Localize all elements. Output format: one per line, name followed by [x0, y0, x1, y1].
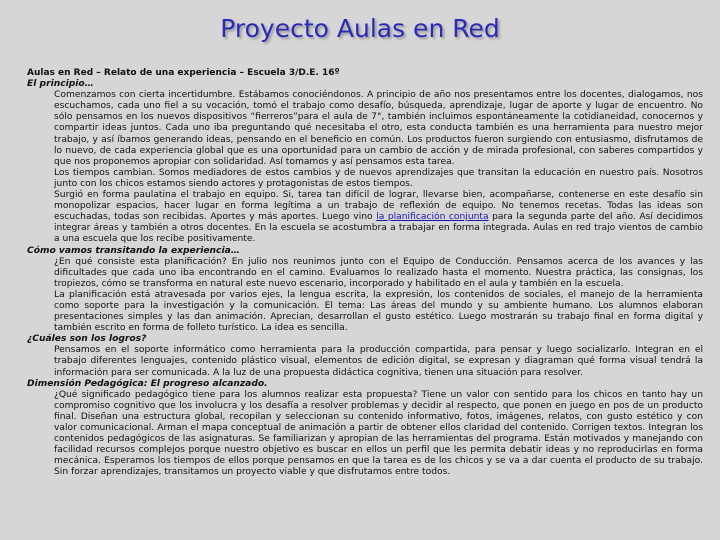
section-logros — [27, 345, 703, 378]
section-experiencia — [27, 257, 703, 335]
paragraph-text: Surgió en forma paulatina el trabajo en equipo. Si, tarea tan difícil de lograr, llevarse bien, acompañarse, contenerse en este desafío sin monopolizar espacios, hacer lugar en forma legítima a un trabajo de reflexión de equipo. No tenemos recetas. Todas las ideas son escuchadas, todas son recibidas. Aportes y más aportes. Luego vino — [54, 190, 703, 223]
paragraph: Comenzamos con cierta incertidumbre. Estábamos conociéndonos. A principio de año nos presentamos entre los docentes, dialogamos, nos escuchamos, cada uno fiel a su vocación, tomó el trabajo como desafío, búsqueda, aprendizaje, lugar de aporte y lugar de encuentro. No sólo pensamos en los nuevos dispositivos “fierreros”para el aula de 7°, también incluimos espontáneamente la cotidianeidad, conocernos y compartir ideas juntos. Cada uno iba preguntando qué necesitaba el otro, esta conducta también es una herramienta para nuestro mejor trabajo, y así íbamos generando ideas, pensando en el beneficio en común. Los productos fueron surgiendo con entusiasmo, disfrutamos de lo nuevo, de cada experiencia global que es una oportunidad para un cambio de acción y de mirada profesional, con saberes compartidos y que nos proponemos apropiar con solidaridad. Así tomamos y así pensamos esta tarea. — [54, 90, 703, 167]
paragraph-text: para la segunda parte del año. Así decidimos integrar áreas y también a otros docentes. En la escuela se acostumbra a trabajar en forma integrada. Aulas en red trajo vientos de cambio a una escuela que los recibe positivamente. — [54, 212, 703, 245]
paragraph: ¿En qué consiste esta planificación? En julio nos reunimos junto con el Equipo de Conducción. Pensamos acerca de los avances y las dificultades que cada uno iba encontrando en el camino. Evaluamos lo realizado hasta el momento. Nuestra práctica, las consignas, los tropiezos, cómo se transforma en natural este nuevo escenario, incorporado y habilitado en el aula y también en la escuela. — [54, 256, 703, 289]
section-heading-experiencia: Cómo vamos transitando la experiencia… — [27, 245, 240, 256]
document-body — [27, 68, 703, 478]
document-subtitle: Aulas en Red – Relato de una experiencia – Escuela 3/D.E. 16º — [27, 68, 340, 78]
section-heading-logros: ¿Cuáles son los logros? — [27, 334, 147, 345]
section-heading-principio: El principio… — [27, 79, 94, 90]
paragraph — [54, 190, 703, 245]
section-principio — [27, 90, 703, 245]
paragraph: La planificación está atravesada por varios ejes, la lengua escrita, la expresión, los contenidos de sociales, el manejo de la herramienta como soporte para la investigación y la comunicación. El tema: Las áreas del mundo y su ambiente humano. Los alumnos elaboran presentaciones simples y las dan animación. Aprecian, desarrollan el gusto estético. Luego mostrarán su trabajo final en forma digital y también escrito en forma de folleto turístico. La idea es sencilla. — [54, 289, 703, 334]
section-heading-dimension: Dimensión Pedagógica: El progreso alcanzado. — [27, 378, 268, 389]
paragraph: Los tiempos cambian. Somos mediadores de estos cambios y de nuevos aprendizajes que transitan la educación en nuestro país. Nosotros junto con los chicos estamos siendo actores y protagonistas de estos tiempos. — [54, 167, 703, 189]
page-title: Proyecto Aulas en Red — [220, 14, 500, 43]
planificacion-link[interactable]: la planificación conjunta — [376, 212, 489, 223]
paragraph: Pensamos en el soporte informático como herramienta para la producción compartida, para pensar y luego socializarlo. Integran en el trabajo diferentes lenguajes, contenido plástico visual, elementos de edición digital, se expresan y diagraman qué forma visual tendrá la información para ser comunicada. A la luz de una propuesta didáctica cognitiva, tienen una situación para resolver. — [54, 345, 703, 378]
section-dimension — [27, 390, 703, 479]
paragraph: ¿Qué significado pedagógico tiene para los alumnos realizar esta propuesta? Tiene un valor con sentido para los chicos en tanto hay un compromiso cognitivo que los involucra y los desafía a resolver problemas y decidir al respecto, que ponen en juego en pos de un producto final. Diseñan una estructura global, recopilan y seleccionan su contenido informativo, fotos, imágenes, relatos, con gusto estético y con valor comunicacional. Arman el mapa conceptual de animación a partir de obtener ellos claridad del contenido. Corrigen textos. Integran los contenidos pedagógicos de las asignaturas. Se familiarizan y apropian de las herramientas del programa. Están motivados y manejando con facilidad recursos complejos porque nuestro objetivo es buscar en ellos un perfil que les permita debatir ideas y no reproducirlas en forma mecánica. Esperamos los tiempos de ellos porque pensamos en que la tarea es de los chicos y se va a dar cuenta el producto de su trabajo. Sin forzar aprendizajes, transitamos un proyecto viable y que disfrutamos entre todos. — [54, 389, 703, 478]
